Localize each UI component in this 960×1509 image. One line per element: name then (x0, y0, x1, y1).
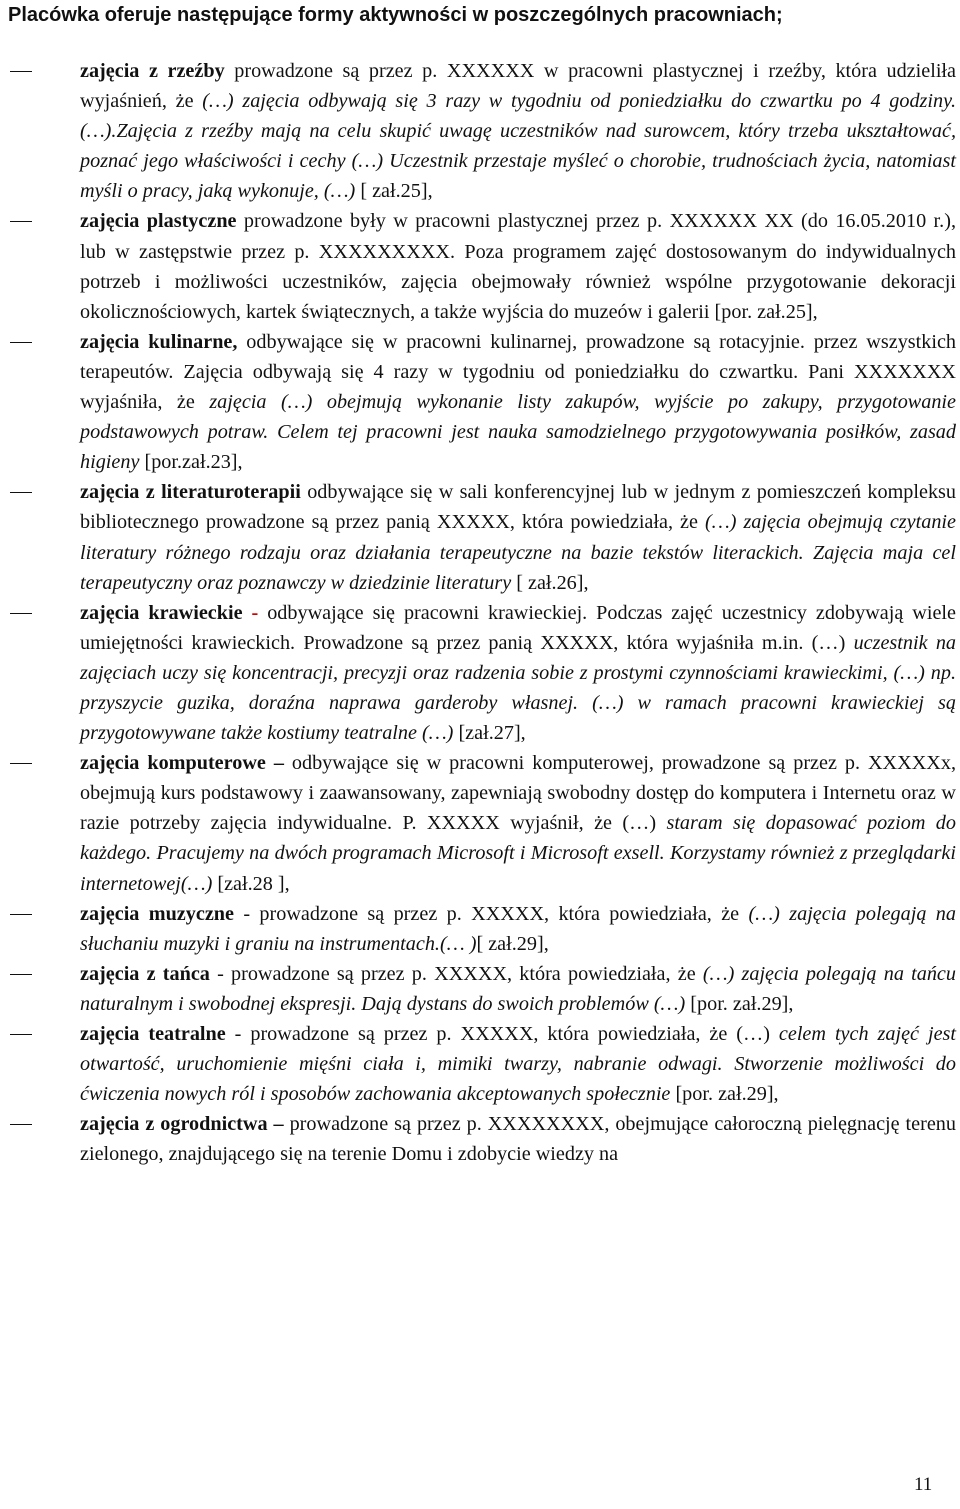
list-item-text (80, 206, 956, 326)
list-item (0, 899, 960, 959)
activity-name: zajęcia z tańca (80, 962, 210, 985)
body-text: - prowadzone są przez p. XXXXX, która powiedziała, że (…) (225, 1023, 779, 1045)
body-text: - prowadzone są przez p. XXXXX, która powiedziała, że (209, 962, 703, 985)
list-item-text (80, 477, 956, 597)
list-item (0, 206, 960, 326)
dash-bullet-icon (10, 342, 32, 343)
list-item (0, 477, 960, 597)
dash-bullet-icon (10, 1034, 32, 1035)
list-item-text (80, 1019, 956, 1109)
list-item-text (80, 748, 956, 898)
activity-name: zajęcia plastyczne (80, 210, 237, 233)
body-text: [zał.27], (453, 722, 526, 745)
activity-name: zajęcia kulinarne, (80, 330, 238, 353)
page-number: 11 (914, 1474, 933, 1495)
red-dash: - (242, 601, 268, 624)
list-item-text (80, 327, 956, 477)
body-text: odbywające się w pracowni kulinarnej, prowadzone są rotacyjnie. przez wszystkich terapeutów. Zajęcia odbywają się 4 razy w tygodniu od poniedziałku do czwartku. Pani XXXXXXX wyjaśniła, że (80, 330, 957, 414)
body-text: [zał.28 ], (212, 872, 290, 895)
body-text: [por.zał.23], (139, 451, 243, 474)
body-text: - prowadzone są przez p. XXXXX, która powiedziała, że (233, 902, 749, 925)
activity-name: zajęcia z rzeźby (80, 60, 225, 82)
dash-bullet-icon (10, 613, 32, 614)
activity-name: zajęcia z ogrodnictwa – (80, 1113, 284, 1136)
dash-bullet-icon (10, 221, 32, 222)
list-item (0, 959, 960, 1019)
body-text: [ zał.29], (476, 932, 549, 955)
body-text: [ zał.25], (355, 180, 433, 203)
body-text: [ zał.26], (511, 571, 589, 594)
body-text: odbywające się w pracowni komputerowej, prowadzone są przez p. XXXXXx, obejmują kurs podstawowy i zaawansowany, zapewniają swobodny dostęp do komputera i Internetu oraz w razie potrzeby zajęcia indywidualne. P. XXXXX wyjaśnił, że (…) (80, 752, 957, 835)
body-text: prowadzone były w pracowni plastycznej przez p. XXXXXX XX (do 16.05.2010 r.), lub w zastępstwie przez p. XXXXXXXXX. Poza programem zajęć dostosowanym do indywidualnych potrzeb i możliwości uczestników, zajęcia obejmowały również wspólne przygotowanie dekoracji okolicznościowych, kartek świątecznych, a także wyjścia do muzeów i galerii [por. zał.25], (80, 210, 956, 323)
page-heading: Placówka oferuje następujące formy aktywności w poszczególnych pracowniach; (8, 4, 783, 26)
quote-text: zajęcia (…) obejmują wykonanie listy zakupów, wyjście po zakupy, przygotowanie podstawowych potraw. Celem tej pracowni jest nauka samodzielnego przygotowywania posiłków, zasad higieny (80, 391, 957, 474)
list-item-text (80, 959, 956, 1019)
activity-name: zajęcia krawieckie (80, 601, 243, 624)
list-item (0, 1019, 960, 1109)
list-item-text (80, 56, 956, 206)
dash-bullet-icon (10, 763, 32, 764)
list-item-text (80, 1109, 956, 1169)
activity-name: zajęcia muzyczne (80, 902, 234, 925)
dash-bullet-icon (10, 1124, 32, 1125)
dash-bullet-icon (10, 71, 32, 72)
quote-text: (…) zajęcia odbywają się 3 razy w tygodniu od poniedziałku do czwartku po 4 godziny. (…).Zajęcia z rzeźby mają na celu skupić uwagę uczestników nad surowcem, który trzeba ukształtować, poznać jego właściwości i cechy (…) Uczestnik przestaje myśleć o chorobie, trudnościach życia, natomiast myśli o pracy, jaką wykonuje, (…) (80, 90, 956, 203)
quote-text: (…) zajęcia polegają na słuchaniu muzyki i graniu na instrumentach.(… ) (80, 902, 956, 955)
body-text: prowadzone są przez p. XXXXXX w pracowni plastycznej i rzeźby, która udzieliła wyjaśnień, że (80, 60, 956, 113)
dash-bullet-icon (10, 492, 32, 493)
list-item (0, 327, 960, 477)
quote-text: celem tych zajęć jest otwartość, uruchomienie mięśni ciała i, mimiki twarzy, nabranie odwagi. Stworzenie możliwości do ćwiczenia nowych ról i sposobów zachowania akceptowanych społecznie (80, 1023, 957, 1106)
body-text: [por. zał.29], (685, 992, 794, 1015)
body-text: odbywające się pracowni krawieckiej. Podczas zajęć uczestnicy zdobywają wiele umiejętności krawieckich. Prowadzone są przez panią XXXXX, która wyjaśniła m.in. (…) (80, 601, 956, 654)
dash-bullet-icon (10, 974, 32, 975)
dash-bullet-icon (10, 914, 32, 915)
activity-name: zajęcia z literaturoterapii (80, 481, 301, 504)
activity-list (0, 56, 960, 1169)
quote-text: uczestnik na zajęciach uczy się koncentracji, precyzji oraz radzenia sobie z prostymi czynnościami krawieckimi, (…) np. przyszycie guzika, doraźna naprawa garderoby własnej. (…) w ramach pracowni krawieckiej są przygotowywane także kostiumy teatralne (…) (80, 631, 957, 745)
quote-text: (…) zajęcia polegają na tańcu naturalnym i swobodnej ekspresji. Dają dystans do swoich problemów (…) (80, 962, 956, 1015)
list-item-text (80, 598, 956, 748)
list-item-text (80, 899, 956, 959)
body-text: prowadzone są przez p. XXXXXXXX, obejmujące całoroczną pielęgnację terenu zielonego, znajdującego się na terenie Domu i zdobycie wiedzy na (80, 1113, 956, 1166)
body-text: [por. zał.29], (670, 1083, 779, 1106)
quote-text: (…) zajęcia obejmują czytanie literatury różnego rodzaju oraz działania terapeutyczne na bazie tekstów literackich. Zajęcia maja cel terapeutyczny oraz poznawczy w dziedzinie literatury (80, 511, 956, 594)
quote-text: staram się dopasować poziom do każdego. Pracujemy na dwóch programach Microsoft i Microsoft exsell. Korzystamy również z przeglądarki internetowej(…) (80, 812, 956, 895)
body-text: odbywające się w sali konferencyjnej lub w jednym z pomieszczeń kompleksu bibliotecznego prowadzone są przez panią XXXXX, która powiedziała, że (80, 481, 956, 534)
list-item (0, 1109, 960, 1169)
list-item (0, 56, 960, 206)
activity-name: zajęcia komputerowe – (80, 752, 284, 775)
activity-name: zajęcia teatralne (80, 1023, 226, 1045)
list-item (0, 598, 960, 748)
list-item (0, 748, 960, 898)
